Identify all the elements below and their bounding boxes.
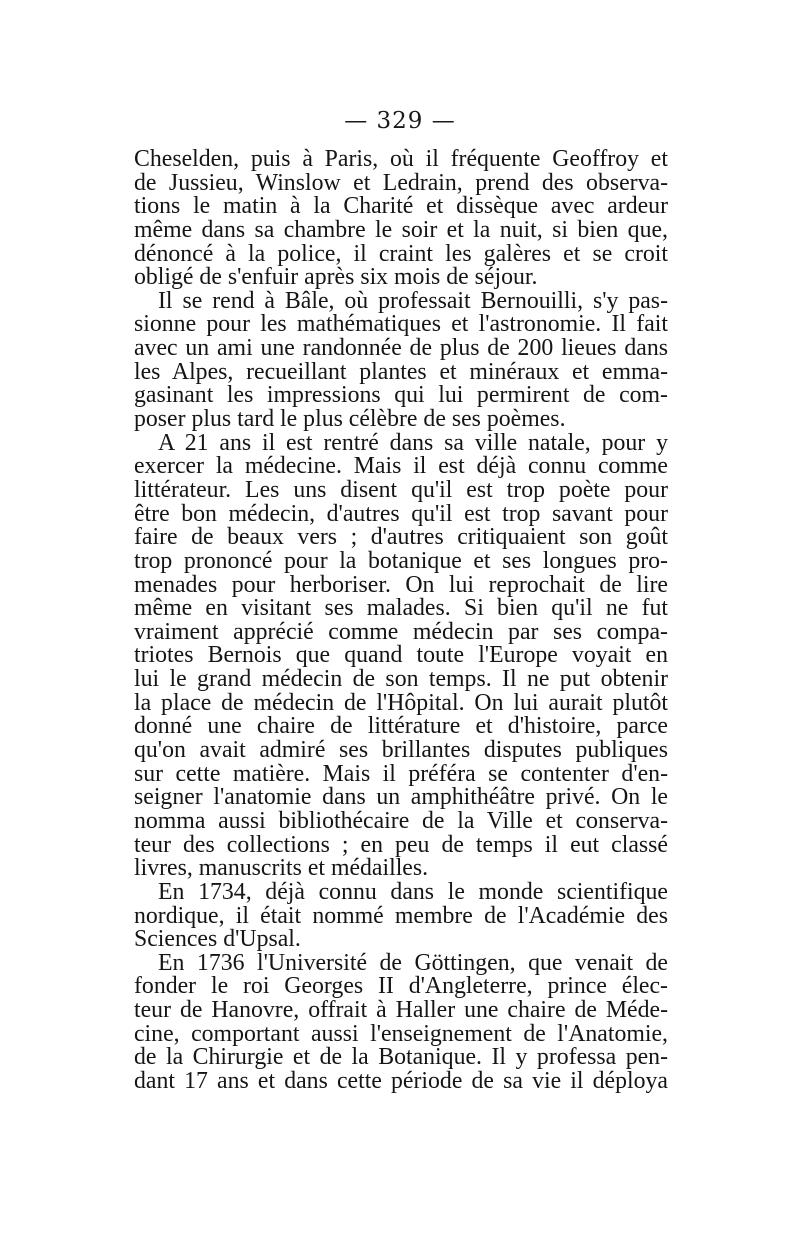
page-number: — 329 — bbox=[344, 108, 456, 134]
text-line: même dans sa chambre le soir et la nuit, si bien que, bbox=[134, 216, 668, 243]
text-line: fonder le roi Georges II d'Angleterre, prince élec- bbox=[134, 973, 668, 1000]
text-line: A 21 ans il est rentré dans sa ville natale, pour y bbox=[158, 429, 668, 456]
text-line: avec un ami une randonnée de plus de 200 lieues dans bbox=[134, 335, 668, 362]
text-line: Il se rend à Bâle, où professait Bernouilli, s'y pas- bbox=[158, 287, 668, 314]
text-line: la place de médecin de l'Hôpital. On lui aurait plutôt bbox=[134, 689, 668, 716]
text-line: teur de Hanovre, offrait à Haller une chaire de Méde- bbox=[134, 997, 668, 1024]
text-line: En 1736 l'Université de Göttingen, que venait de bbox=[158, 949, 668, 976]
text-line: triotes Bernois que quand toute l'Europe voyait en bbox=[134, 642, 668, 669]
text-line: Cheselden, puis à Paris, où il fréquente Geoffroy et bbox=[134, 146, 668, 172]
text-line: faire de beaux vers ; d'autres critiquaient son goût bbox=[134, 524, 668, 551]
text-line: vraiment apprécié comme médecin par ses compa- bbox=[134, 618, 668, 645]
text-line: nomma aussi bibliothécaire de la Ville et conserva- bbox=[134, 807, 668, 834]
text-line: sionne pour les mathématiques et l'astronomie. Il fait bbox=[134, 311, 668, 338]
text-line: de Jussieu, Winslow et Ledrain, prend des observa- bbox=[134, 169, 668, 196]
text-line: lui le grand médecin de son temps. Il ne put obtenir bbox=[134, 666, 668, 693]
text-line: de la Chirurgie et de la Botanique. Il y professa pen- bbox=[134, 1044, 668, 1071]
text-line: poser plus tard le plus célèbre de ses poèmes. bbox=[134, 406, 566, 433]
text-line: dénoncé à la police, il craint les galères et se croit bbox=[134, 240, 668, 267]
text-line: exercer la médecine. Mais il est déjà connu comme bbox=[134, 453, 668, 480]
text-line: donné une chaire de littérature et d'histoire, parce bbox=[134, 713, 668, 740]
text-line: menades pour herboriser. On lui reprochait de lire bbox=[134, 571, 668, 598]
text-line: cine, comportant aussi l'enseignement de l'Anatomie, bbox=[134, 1020, 668, 1047]
text-line: seigner l'anatomie dans un amphithéâtre privé. On le bbox=[134, 784, 668, 811]
text-line: tions le matin à la Charité et dissèque avec ardeur bbox=[134, 193, 668, 220]
body-text bbox=[134, 148, 668, 1094]
text-line: dant 17 ans et dans cette période de sa vie il déploya bbox=[134, 1067, 668, 1094]
text-line: teur des collections ; en peu de temps il eut classé bbox=[134, 831, 668, 858]
text-line: nordique, il était nommé membre de l'Académie des bbox=[134, 902, 668, 929]
text-line: sur cette matière. Mais il préféra se contenter d'en- bbox=[134, 760, 668, 787]
text-line: les Alpes, recueillant plantes et minéraux et emma- bbox=[134, 358, 668, 385]
text-line: gasinant les impressions qui lui permirent de com- bbox=[134, 382, 668, 409]
text-line: livres, manuscrits et médailles. bbox=[134, 855, 429, 882]
text-line: obligé de s'enfuir après six mois de séjour. bbox=[134, 264, 538, 291]
text-line: En 1734, déjà connu dans le monde scientifique bbox=[158, 878, 668, 905]
text-line: qu'on avait admiré ses brillantes disputes publiques bbox=[134, 737, 668, 764]
text-line: même en visitant ses malades. Si bien qu'il ne fut bbox=[134, 595, 668, 622]
text-line: littérateur. Les uns disent qu'il est trop poète pour bbox=[134, 476, 668, 503]
text-line: trop prononcé pour la botanique et ses longues pro- bbox=[134, 547, 668, 574]
text-line: Sciences d'Upsal. bbox=[134, 926, 301, 953]
text-line: être bon médecin, d'autres qu'il est trop savant pour bbox=[134, 500, 668, 527]
